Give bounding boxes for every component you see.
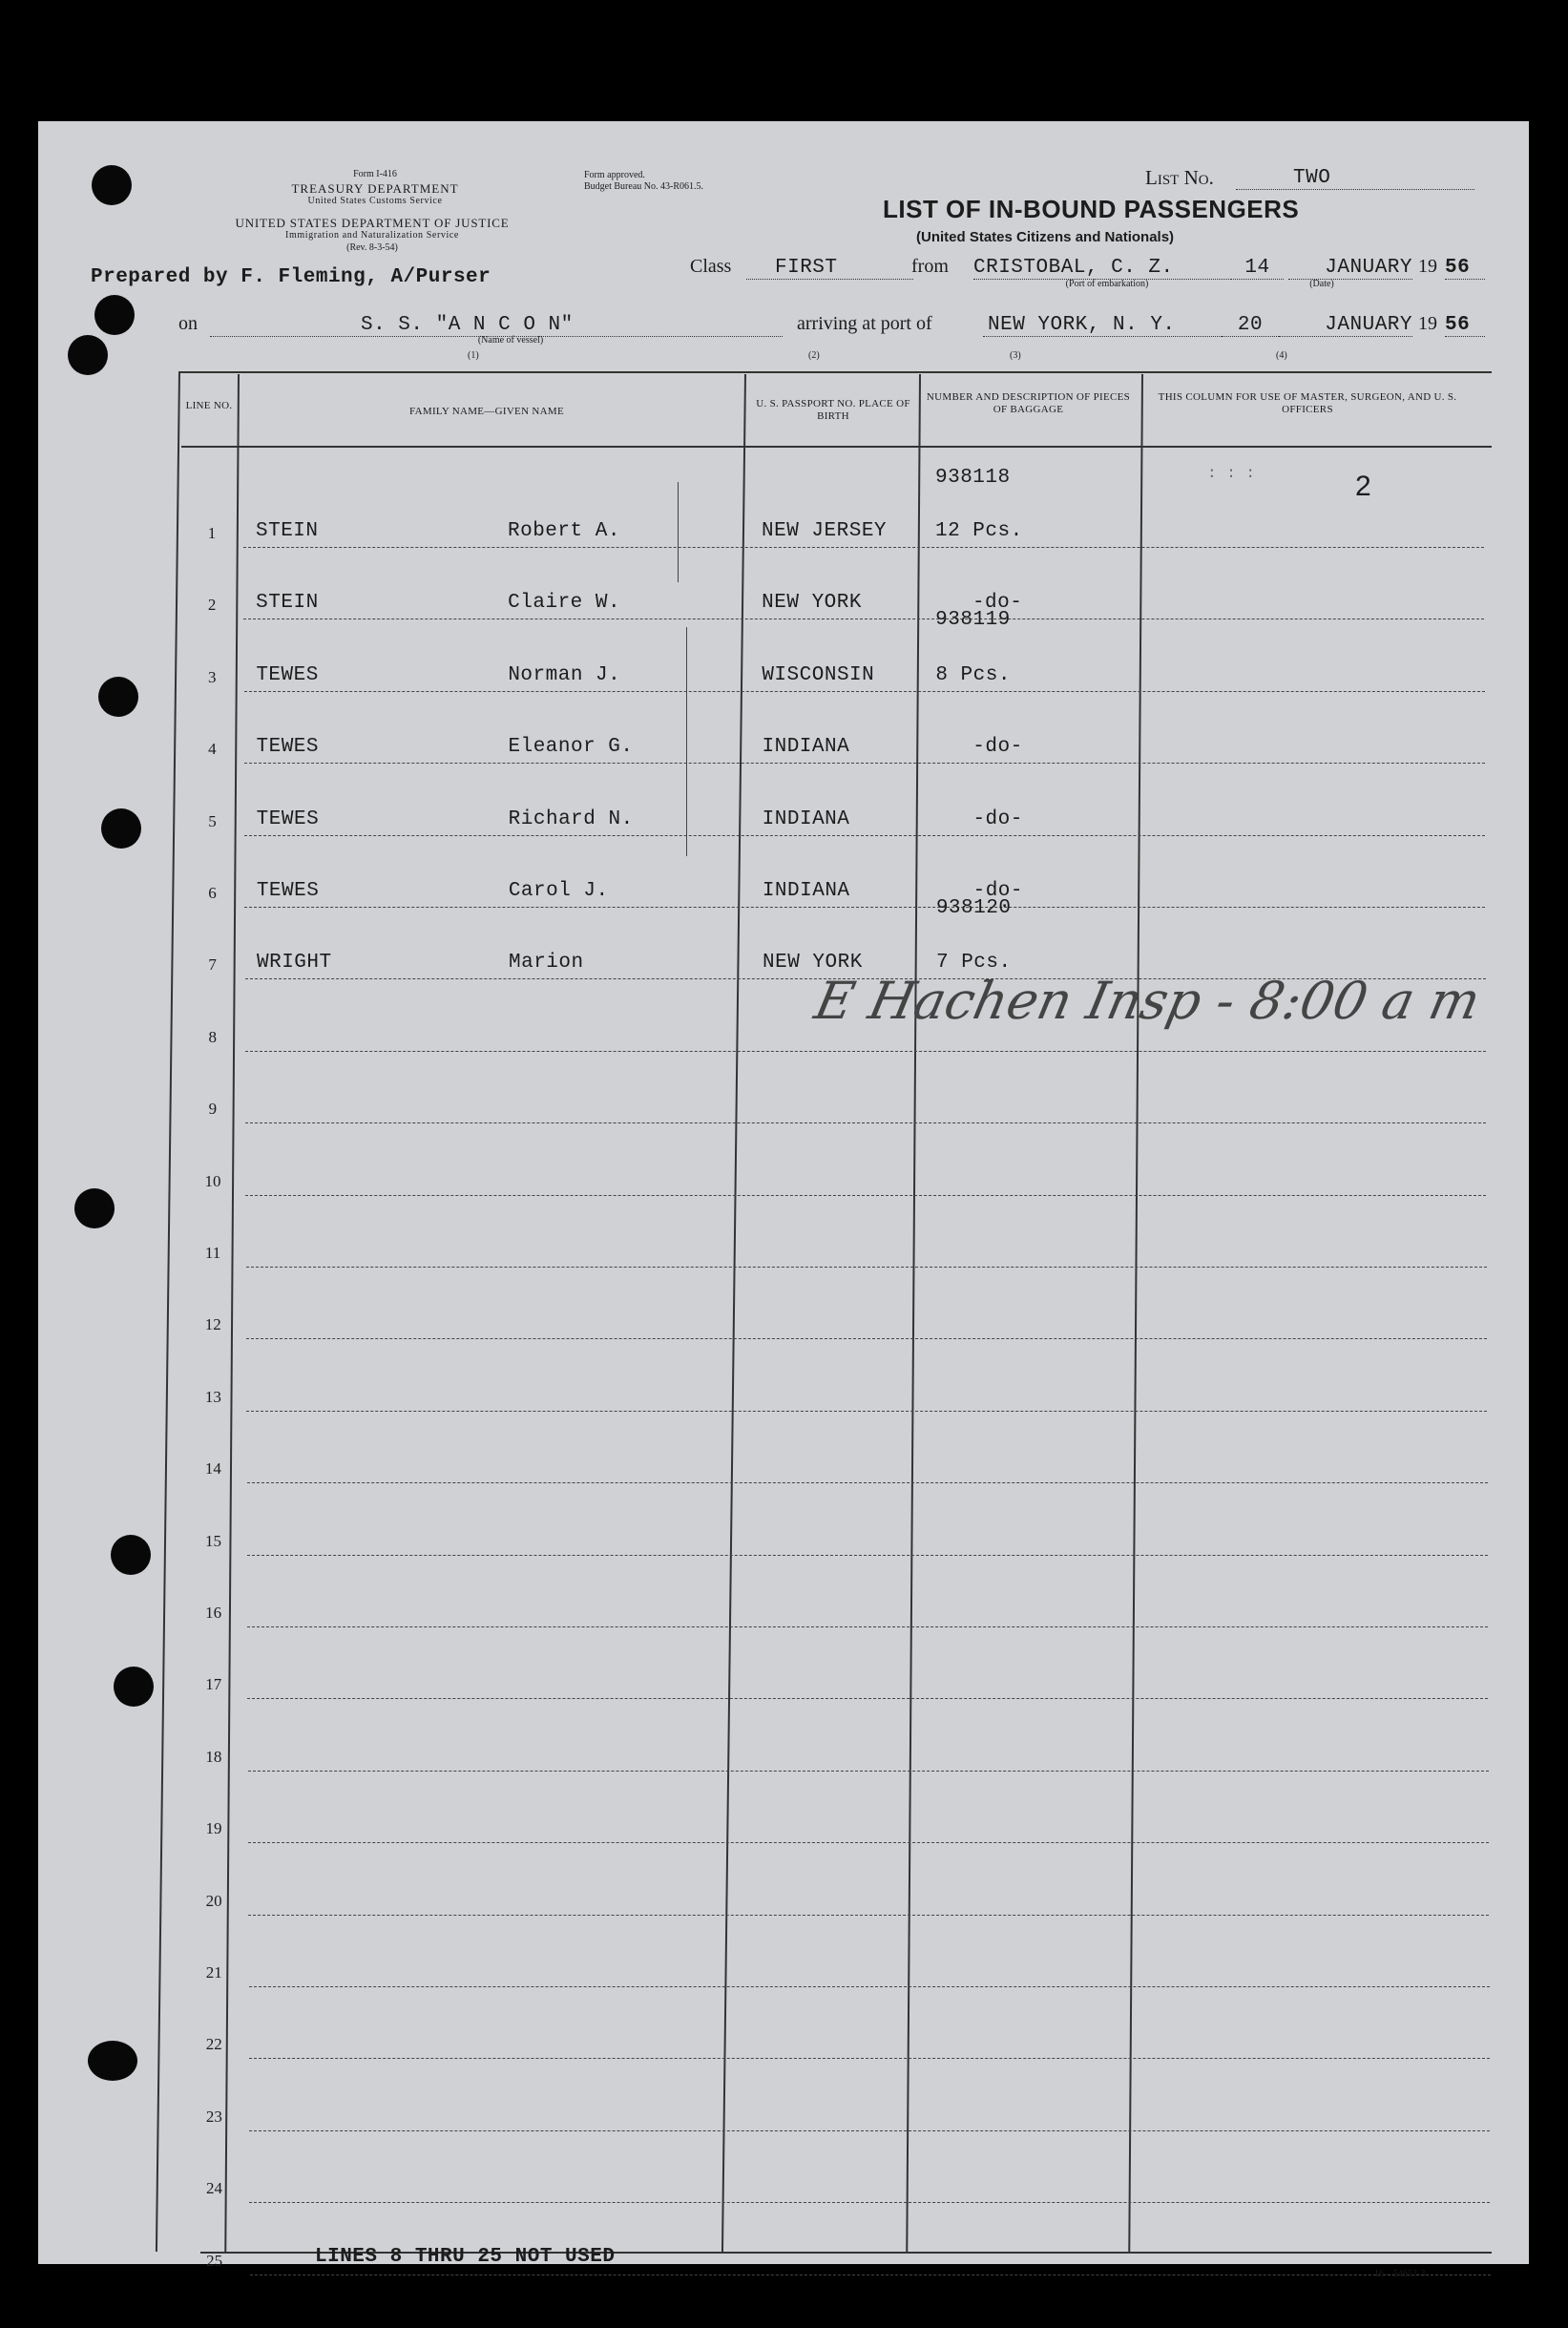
justice-dept: UNITED STATES DEPARTMENT OF JUSTICE — [235, 216, 510, 230]
line-number: 17 — [205, 1675, 222, 1694]
list-no-label: List No. — [1145, 166, 1214, 189]
line-number: 20 — [205, 1891, 222, 1910]
row-rule — [248, 1915, 1489, 1916]
form-approved: Form approved. — [584, 170, 645, 180]
vessel-name: S. S. "A N C O N" — [210, 314, 783, 337]
line-number: 5 — [208, 811, 217, 830]
arrival-port: NEW YORK, N. Y. — [983, 314, 1222, 337]
officer-stamp-marks: : : : — [1207, 465, 1256, 482]
given-name: Eleanor G. — [508, 736, 634, 759]
footer-code: 16—54653-3 — [1374, 2269, 1426, 2279]
line-number: 24 — [206, 2179, 223, 2198]
line-number: 12 — [204, 1315, 221, 1334]
caption-1: (1) — [468, 350, 479, 361]
caption-2: (2) — [808, 350, 820, 361]
baggage-pieces: -do- — [972, 736, 1023, 759]
given-name: Norman J. — [508, 663, 621, 686]
row-rule — [249, 2058, 1490, 2059]
caption-4: (4) — [1276, 350, 1287, 361]
row-rule — [244, 835, 1485, 836]
family-name: TEWES — [256, 880, 320, 902]
baggage-pieces: 7 Pcs. — [935, 952, 1012, 975]
row-rule — [250, 2275, 1491, 2276]
family-name: STEIN — [256, 592, 319, 615]
line-number: 11 — [204, 1244, 221, 1262]
departure-year-prefix: 19 — [1418, 256, 1437, 277]
departure-month: JANUARY — [1288, 257, 1412, 280]
row-rule — [245, 1195, 1486, 1196]
arrival-year: 56 — [1445, 314, 1485, 337]
list-no-value: TWO — [1236, 167, 1474, 190]
given-name: Marion — [508, 952, 584, 975]
arrival-month: JANUARY — [1279, 314, 1412, 337]
line-number: 13 — [204, 1387, 221, 1406]
line-number: 22 — [205, 2035, 222, 2054]
punch-hole — [92, 165, 132, 205]
line-number: 10 — [204, 1171, 221, 1190]
row-rule — [244, 691, 1485, 692]
line-number: 16 — [205, 1604, 222, 1622]
inspector-signature: E Hachen Insp - 8:00 a m — [809, 971, 1486, 1031]
punch-hole — [88, 2041, 137, 2081]
punch-hole — [94, 295, 135, 335]
row-rule — [247, 1555, 1488, 1556]
pen-mark-2 — [686, 627, 687, 856]
place-of-birth: INDIANA — [762, 807, 850, 830]
baggage-pieces: 12 Pcs. — [935, 520, 1023, 542]
line-number: 19 — [205, 1819, 222, 1838]
place-of-birth: NEW JERSEY — [762, 520, 888, 542]
punch-hole — [68, 335, 108, 375]
class-label: Class — [690, 256, 732, 277]
date-caption: (Date) — [1309, 279, 1334, 289]
col-header-name: FAMILY NAME—GIVEN NAME — [409, 406, 564, 417]
row-rule — [245, 1051, 1486, 1052]
row-rule — [249, 2202, 1490, 2203]
col-border-baggage — [1128, 374, 1143, 2252]
manifest-sheet — [38, 121, 1529, 2279]
row-rule — [248, 1842, 1489, 1843]
col-border-left — [156, 371, 180, 2252]
given-name: Claire W. — [508, 592, 621, 615]
line-number: 4 — [208, 740, 217, 759]
ins-label: Immigration and Naturalization Service — [285, 230, 459, 241]
row-rule — [245, 1122, 1486, 1123]
line-number: 3 — [207, 667, 217, 686]
col-header-line: LINE NO. — [185, 400, 233, 411]
line-number: 25 — [206, 2251, 223, 2270]
line-number: 8 — [208, 1027, 218, 1046]
officer-mark: 2 — [1355, 471, 1371, 502]
arrival-year-prefix: 19 — [1418, 313, 1437, 334]
punch-hole — [74, 1188, 115, 1228]
line-number: 15 — [205, 1531, 222, 1550]
vessel-caption: (Name of vessel) — [477, 335, 544, 346]
baggage-tag-number: 938120 — [935, 897, 1012, 919]
line-number: 7 — [208, 955, 217, 975]
table-top-border — [178, 371, 1492, 373]
arriving-label: arriving at port of — [797, 313, 932, 334]
budget-bureau: Budget Bureau No. 43-R061.5. — [584, 181, 703, 192]
class-value: FIRST — [746, 257, 913, 280]
embarkation-caption: (Port of embarkation) — [1065, 279, 1149, 289]
baggage-pieces: -do- — [972, 807, 1023, 830]
line-number: 6 — [208, 884, 217, 902]
punch-hole — [101, 808, 141, 849]
line-number: 9 — [208, 1100, 218, 1119]
baggage-pieces: -do- — [972, 592, 1023, 615]
place-of-birth: NEW YORK — [762, 592, 862, 615]
unused-lines-note: LINES 8 THRU 25 NOT USED — [315, 2245, 616, 2268]
form-number: Form I-416 — [353, 169, 397, 179]
row-rule — [249, 2130, 1490, 2131]
row-rule — [249, 1986, 1490, 1987]
line-number: 1 — [207, 524, 217, 542]
prepared-by: Prepared by F. Fleming, A/Purser — [91, 266, 491, 288]
place-of-birth: INDIANA — [762, 880, 850, 902]
col-header-officers: THIS COLUMN FOR USE OF MASTER, SURGEON, AND U. S. OFFICERS — [1158, 391, 1457, 415]
row-rule — [246, 1411, 1487, 1412]
caption-3: (3) — [1010, 350, 1021, 361]
embarkation-port: CRISTOBAL, C. Z. — [973, 257, 1231, 280]
punch-hole — [98, 677, 138, 717]
given-name: Carol J. — [508, 880, 609, 902]
punch-hole — [114, 1667, 154, 1707]
col-border-name — [721, 374, 746, 2252]
line-number: 14 — [204, 1459, 221, 1479]
col-border-passport — [906, 374, 921, 2252]
family-name: TEWES — [256, 736, 319, 759]
row-rule — [244, 907, 1485, 908]
baggage-tag-number: 938119 — [935, 609, 1011, 632]
row-rule — [248, 1771, 1489, 1772]
customs-service: United States Customs Service — [307, 196, 443, 206]
line-number: 2 — [207, 596, 217, 615]
baggage-pieces: -do- — [972, 880, 1024, 902]
line-number: 18 — [205, 1747, 222, 1766]
punch-hole — [111, 1535, 151, 1575]
departure-year: 56 — [1445, 257, 1485, 280]
place-of-birth: WISCONSIN — [762, 663, 875, 686]
on-label: on — [178, 313, 198, 334]
given-name: Robert A. — [508, 520, 620, 542]
revision-date: (Rev. 8-3-54) — [346, 242, 398, 253]
row-rule — [247, 1626, 1488, 1627]
baggage-tag-number: 938118 — [935, 467, 1011, 489]
family-name: TEWES — [256, 807, 320, 830]
family-name: TEWES — [256, 663, 319, 686]
col-header-baggage: NUMBER AND DESCRIPTION OF PIECES OF BAGGAGE — [926, 391, 1131, 415]
baggage-pieces: 8 Pcs. — [935, 663, 1011, 686]
given-name: Richard N. — [508, 807, 634, 830]
from-label: from — [911, 256, 949, 277]
row-rule — [246, 1338, 1487, 1339]
document-title: LIST OF IN-BOUND PASSENGERS — [883, 195, 1300, 223]
header-divider — [181, 446, 1492, 448]
line-number: 21 — [205, 1963, 222, 1982]
pen-mark-1 — [678, 482, 679, 582]
row-rule — [247, 1482, 1488, 1483]
row-rule — [247, 1698, 1488, 1699]
row-rule — [246, 1267, 1487, 1268]
treasury-dept: TREASURY DEPARTMENT — [291, 181, 459, 196]
document-subtitle: (United States Citizens and Nationals) — [916, 229, 1175, 245]
line-number: 23 — [205, 2107, 222, 2126]
departure-day: 14 — [1231, 257, 1284, 280]
arrival-day: 20 — [1222, 314, 1279, 337]
col-header-passport: U. S. PASSPORT NO. PLACE OF BIRTH — [756, 398, 910, 422]
place-of-birth: NEW YORK — [762, 952, 863, 975]
place-of-birth: INDIANA — [762, 736, 850, 759]
row-rule — [244, 763, 1485, 764]
family-name: STEIN — [256, 520, 319, 542]
family-name: WRIGHT — [256, 952, 332, 975]
row-rule — [243, 547, 1484, 548]
